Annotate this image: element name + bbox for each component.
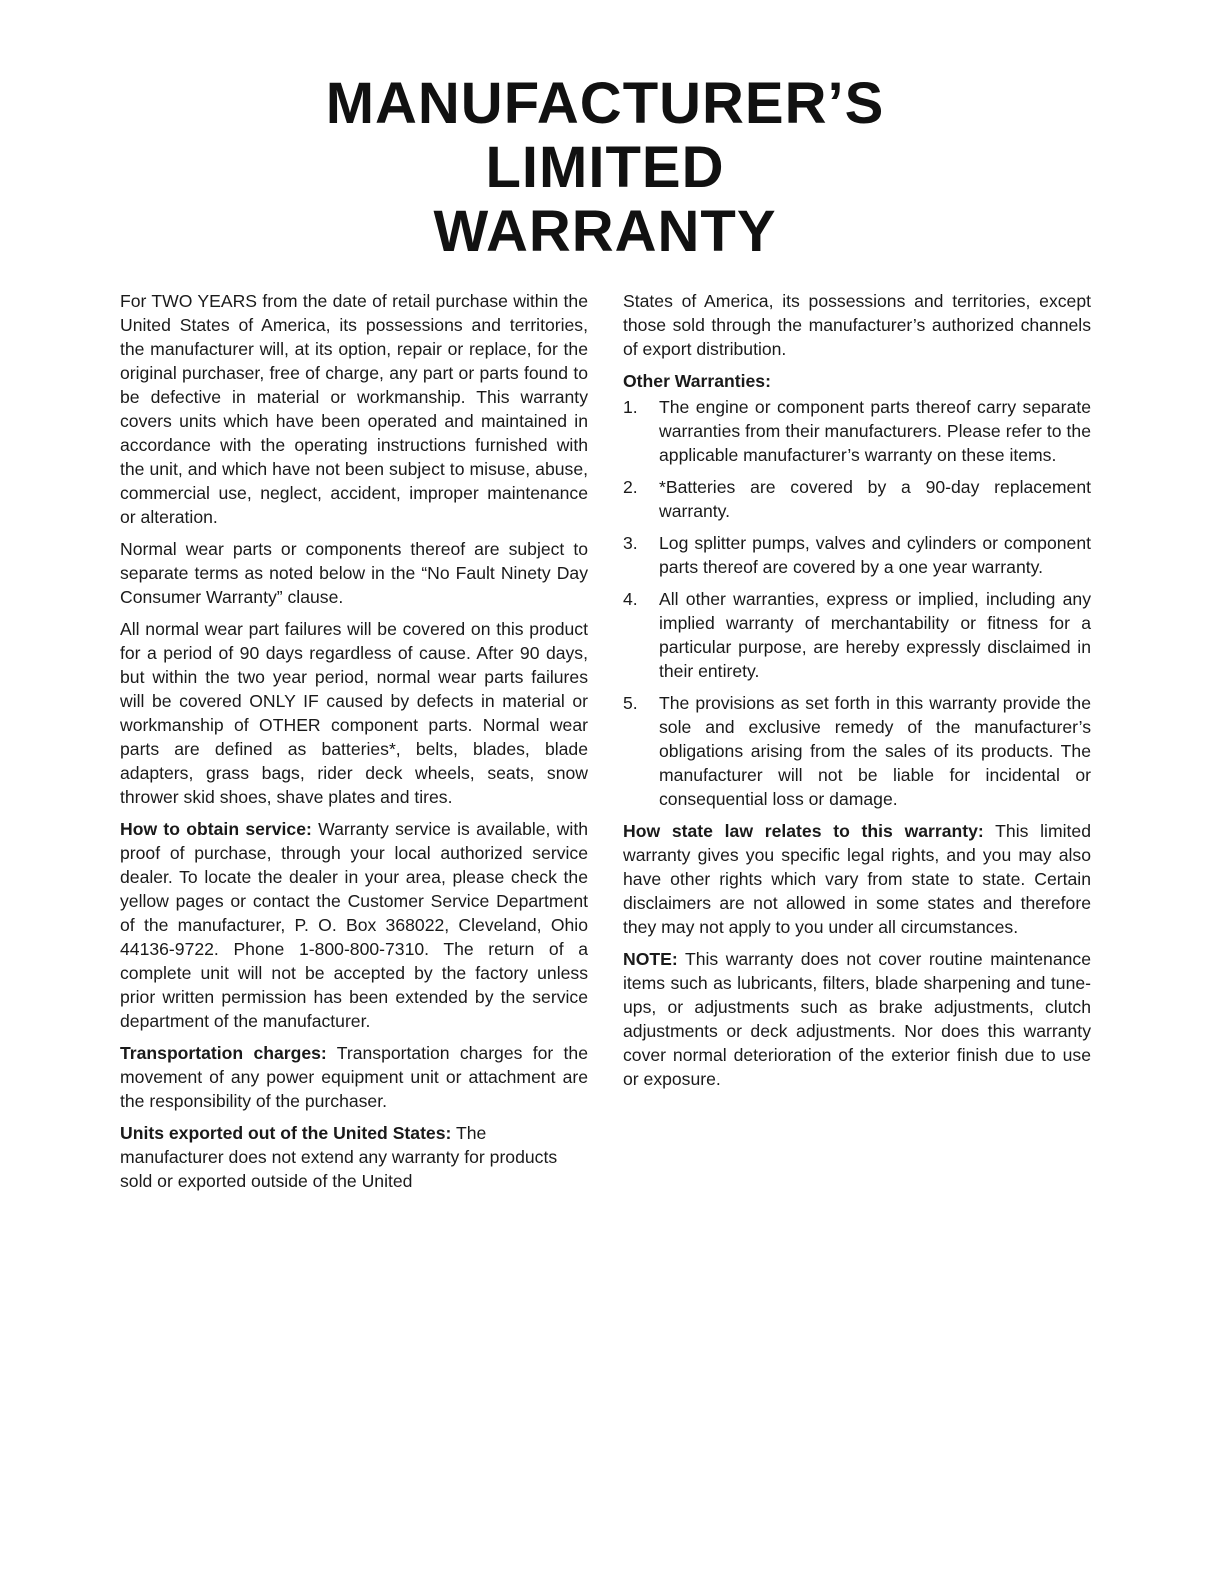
page-title (0, 72, 1210, 264)
note-label: NOTE: (623, 949, 678, 969)
service-text: Warranty service is available, with proof of purchase, through your local authorized service dealer. To locate the dealer in your area, please check the yellow pages or contact the Customer Service Department of the manufacturer, P. O. Box 368022, Cleveland, Ohio 44136-9722. Phone 1-800-800-7310. The return of a complete unit will not be accepted by the factory unless prior written permission has been extended by the service department of the manufacturer. (120, 819, 588, 1031)
transport-text: Transportation charges for the movement of any power equipment unit or attachment are the responsibility of the purchaser. (120, 1043, 588, 1111)
ninety-day-paragraph: All normal wear part failures will be covered on this product for a period of 90 days regardless of cause. After 90 days, but within the two year period, normal wear parts failures will be covered ONLY IF caused by defects in material or workmanship of OTHER component parts. Normal wear parts are defined as batteries*, belts, blades, blade adapters, grass bags, rider deck wheels, seats, snow thrower skid shoes, shave plates and tires. (120, 619, 588, 807)
list-item-number: 1. (623, 397, 638, 417)
left-column (120, 289, 588, 1201)
coverage-paragraph: For TWO YEARS from the date of retail purchase within the United States of America, its possessions and territories, the manufacturer will, at its option, repair or replace, for the original purchaser, free of charge, any part or parts found to be defective in material or workmanship. This warranty covers units which have been operated and maintained in accordance with the operating instructions furnished with the unit, and which have not been subject to misuse, abuse, commercial use, neglect, accident, improper maintenance or alteration. (120, 291, 588, 527)
list-item-text: The provisions as set forth in this warranty provide the sole and exclusive remedy of the manufacturer’s obligations arising from the sales of its products. The manufacturer will not be liable for incidental or consequential loss or damage. (659, 693, 1091, 809)
title-line-2: LIMITED (485, 135, 725, 200)
list-item (623, 475, 1091, 523)
right-column (623, 289, 1091, 1099)
title-line-1: MANUFACTURER’S (325, 71, 885, 136)
export-continued-paragraph: States of America, its possessions and territories, except those sold through the manufacturer’s authorized channels of export distribution. (623, 291, 1091, 359)
service-label: How to obtain service: (120, 819, 312, 839)
export-label: Units exported out of the United States: (120, 1123, 452, 1143)
list-item (623, 691, 1091, 811)
state-law-paragraph (623, 819, 1091, 939)
list-item-text: The engine or component parts thereof carry separate warranties from their manufacturers. Please refer to the applicable manufacturer’s warranty on these items. (659, 397, 1091, 465)
wear-parts-paragraph: Normal wear parts or components thereof are subject to separate terms as noted below in the “No Fault Ninety Day Consumer Warranty” clause. (120, 539, 588, 607)
note-text: This warranty does not cover routine maintenance items such as lubricants, filters, blade sharpening and tune-ups, or adjustments such as brake adjustments, clutch adjustments or deck adjustments. Nor does this warranty cover normal deterioration of the exterior finish due to use or exposure. (623, 949, 1091, 1089)
list-item-text: Log splitter pumps, valves and cylinders or component parts thereof are covered by a one year warranty. (659, 533, 1091, 577)
state-law-label: How state law relates to this warranty: (623, 821, 984, 841)
export-text: The manufacturer does not extend any warranty for products sold or exported outside of the United (120, 1123, 558, 1191)
list-item-text: *Batteries are covered by a 90-day replacement warranty. (659, 477, 1091, 521)
title-line-3: WARRANTY (433, 199, 777, 264)
note-paragraph (623, 947, 1091, 1091)
list-item (623, 395, 1091, 467)
list-item (623, 531, 1091, 579)
list-item (623, 587, 1091, 683)
list-item-text: All other warranties, express or implied, including any implied warranty of merchantability or fitness for a particular purpose, are hereby expressly disclaimed in their entirety. (659, 589, 1091, 681)
other-warranties-list (623, 395, 1091, 811)
export-paragraph (120, 1121, 588, 1193)
list-item-number: 4. (623, 589, 638, 609)
list-item-number: 5. (623, 693, 638, 713)
state-law-text: This limited warranty gives you specific legal rights, and you may also have other rights which vary from state to state. Certain disclaimers are not allowed in some states and therefore they may not apply to you under all circumstances. (623, 821, 1091, 937)
other-warranties-heading: Other Warranties: (623, 371, 771, 391)
list-item-number: 2. (623, 477, 638, 497)
transport-label: Transportation charges: (120, 1043, 327, 1063)
transport-paragraph (120, 1041, 588, 1113)
service-paragraph (120, 817, 588, 1033)
list-item-number: 3. (623, 533, 638, 553)
